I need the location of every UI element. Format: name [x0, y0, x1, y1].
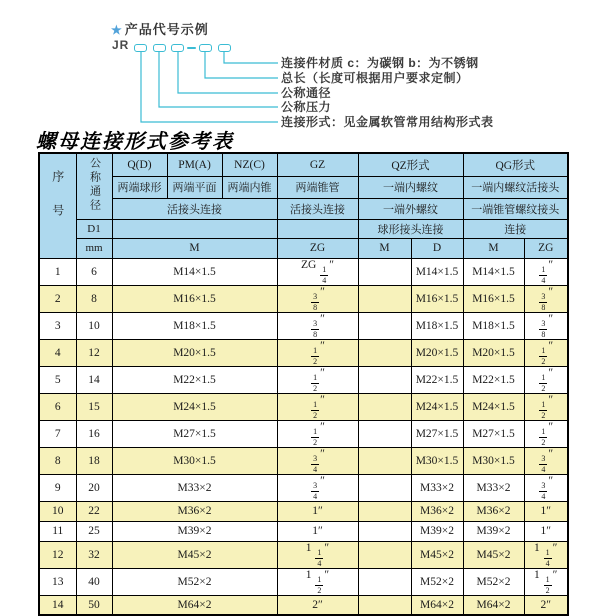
table-body: [39, 258, 568, 615]
header-q-desc: 两端球形: [112, 176, 167, 198]
cell-qg-m: M18×1.5: [463, 312, 524, 339]
header-d1: D1: [76, 219, 112, 238]
header-m-unit: M: [112, 238, 277, 258]
diagram-label-length: 总长（长度可根据用户要求定制）: [281, 71, 469, 85]
cell-qz-d: M52×2: [411, 568, 463, 595]
cell-qg-zg: $\frac{1}{2}$ ″: [524, 339, 568, 366]
code-box-5: [218, 44, 231, 52]
cell-seq: 7: [39, 420, 76, 447]
code-box-3: [171, 44, 184, 52]
cell-qg-zg: $\frac{3}{4}$ ″: [524, 474, 568, 501]
header-q-code: Q(D): [112, 153, 167, 176]
cell-qz-d: M18×1.5: [411, 312, 463, 339]
star-icon: ★: [111, 23, 123, 37]
cell-gz: $\frac{3}{8}$ ″: [277, 312, 358, 339]
cell-m: M39×2: [112, 521, 277, 541]
cell-qz-m: [358, 447, 411, 474]
code-dash-icon: [187, 47, 196, 49]
table-row: [39, 541, 568, 568]
code-box-4: [199, 44, 212, 52]
cell-qg-m: M14×1.5: [463, 258, 524, 285]
cell-dn: 32: [76, 541, 112, 568]
cell-qz-m: [358, 393, 411, 420]
table-row: [39, 501, 568, 521]
cell-seq: 8: [39, 447, 76, 474]
cell-m: M22×1.5: [112, 366, 277, 393]
cell-qz-d: M22×1.5: [411, 366, 463, 393]
diagram-label-connection: 连接形式：见金属软管常用结构形式表: [281, 115, 494, 129]
cell-dn: 12: [76, 339, 112, 366]
cell-seq: 4: [39, 339, 76, 366]
cell-qg-m: M39×2: [463, 521, 524, 541]
cell-gz: 1″: [277, 501, 358, 521]
table-row: [39, 366, 568, 393]
cell-m: M16×1.5: [112, 285, 277, 312]
cell-dn: 18: [76, 447, 112, 474]
cell-gz: ZG $\frac{1}{4}$ ″: [277, 258, 358, 285]
cell-qg-m: M24×1.5: [463, 393, 524, 420]
cell-dn: 10: [76, 312, 112, 339]
header-dn: 公称通径: [76, 153, 112, 219]
header-blank-qpmnz: [112, 219, 277, 238]
cell-qg-zg: $\frac{3}{8}$ ″: [524, 312, 568, 339]
table-row: [39, 568, 568, 595]
cell-gz: $\frac{3}{4}$ ″: [277, 447, 358, 474]
cell-qg-zg: $\frac{1}{4}$ ″: [524, 258, 568, 285]
header-union-conn: 活接头连接: [112, 198, 277, 219]
cell-m: M33×2: [112, 474, 277, 501]
cell-qg-m: M45×2: [463, 541, 524, 568]
cell-qz-d: M33×2: [411, 474, 463, 501]
header-nz-desc: 两端内锥: [222, 176, 277, 198]
cell-gz: $\frac{1}{2}$ ″: [277, 393, 358, 420]
diagram-label-material: 连接件材质 c：为碳钢 b：为不锈钢: [281, 56, 479, 70]
cell-qg-zg: $\frac{1}{2}$ ″: [524, 366, 568, 393]
cell-seq: 10: [39, 501, 76, 521]
header-qz-row2: 一端内螺纹: [358, 176, 463, 198]
diagram-heading: [111, 19, 209, 38]
header-qz-u1: M: [358, 238, 411, 258]
cell-m: M14×1.5: [112, 258, 277, 285]
cell-dn: 15: [76, 393, 112, 420]
header-pm-code: PM(A): [167, 153, 222, 176]
table-row: [39, 595, 568, 615]
cell-gz: 1 $\frac{1}{2}$ ″: [277, 568, 358, 595]
cell-qz-d: M39×2: [411, 521, 463, 541]
cell-qg-m: M27×1.5: [463, 420, 524, 447]
cell-dn: 40: [76, 568, 112, 595]
diagram-label-pressure: 公称压力: [281, 100, 332, 114]
cell-qg-m: M22×1.5: [463, 366, 524, 393]
table-row: [39, 521, 568, 541]
header-seq: 序号: [39, 153, 76, 258]
cell-qz-m: [358, 568, 411, 595]
code-box-1: [134, 44, 147, 52]
cell-qz-d: M30×1.5: [411, 447, 463, 474]
cell-dn: 16: [76, 420, 112, 447]
cell-dn: 50: [76, 595, 112, 615]
cell-qz-m: [358, 366, 411, 393]
cell-qz-m: [358, 285, 411, 312]
reference-table: [38, 152, 569, 616]
cell-gz: $\frac{1}{2}$ ″: [277, 339, 358, 366]
cell-dn: 20: [76, 474, 112, 501]
cell-m: M45×2: [112, 541, 277, 568]
cell-qg-m: M30×1.5: [463, 447, 524, 474]
cell-qg-zg: 1 $\frac{1}{4}$ ″: [524, 541, 568, 568]
table-row: [39, 258, 568, 285]
diagram-heading-text: 产品代号示例: [124, 22, 209, 37]
cell-qz-d: M45×2: [411, 541, 463, 568]
cell-qz-d: M20×1.5: [411, 339, 463, 366]
cell-seq: 3: [39, 312, 76, 339]
cell-dn: 8: [76, 285, 112, 312]
cell-m: M20×1.5: [112, 339, 277, 366]
header-qg-row4: 连接: [463, 219, 568, 238]
table-row: [39, 339, 568, 366]
cell-qz-d: M36×2: [411, 501, 463, 521]
table-row: [39, 447, 568, 474]
cell-qz-d: M16×1.5: [411, 285, 463, 312]
header-qg-u1: M: [463, 238, 524, 258]
cell-m: M36×2: [112, 501, 277, 521]
cell-gz: 2″: [277, 595, 358, 615]
cell-qz-m: [358, 312, 411, 339]
header-gz-conn: 活接头连接: [277, 198, 358, 219]
header-mm: mm: [76, 238, 112, 258]
header-qz-row3: 一端外螺纹: [358, 198, 463, 219]
header-gz-desc: 两端锥管: [277, 176, 358, 198]
cell-qg-zg: $\frac{3}{8}$ ″: [524, 285, 568, 312]
cell-qg-m: M52×2: [463, 568, 524, 595]
cell-m: M27×1.5: [112, 420, 277, 447]
header-qz-code: QZ形式: [358, 153, 463, 176]
cell-seq: 6: [39, 393, 76, 420]
cell-dn: 25: [76, 521, 112, 541]
cell-gz: 1″: [277, 521, 358, 541]
cell-seq: 1: [39, 258, 76, 285]
cell-qz-m: [358, 501, 411, 521]
header-pm-desc: 两端平面: [167, 176, 222, 198]
code-box-2: [153, 44, 166, 52]
cell-dn: 6: [76, 258, 112, 285]
cell-qg-zg: 1″: [524, 501, 568, 521]
table-row: [39, 312, 568, 339]
cell-m: M24×1.5: [112, 393, 277, 420]
cell-qz-m: [358, 258, 411, 285]
cell-qg-m: M36×2: [463, 501, 524, 521]
cell-gz: 1 $\frac{1}{4}$ ″: [277, 541, 358, 568]
cell-qg-zg: $\frac{1}{2}$ ″: [524, 420, 568, 447]
cell-seq: 13: [39, 568, 76, 595]
cell-gz: $\frac{1}{2}$ ″: [277, 366, 358, 393]
header-qz-u2: D: [411, 238, 463, 258]
table-title: 螺母连接形式参考表: [36, 131, 234, 153]
cell-qz-d: M24×1.5: [411, 393, 463, 420]
header-qg-code: QG形式: [463, 153, 568, 176]
code-prefix: JR: [112, 38, 130, 52]
cell-qz-d: M27×1.5: [411, 420, 463, 447]
header-qg-row2: 一端内螺纹活接头: [463, 176, 568, 198]
cell-dn: 14: [76, 366, 112, 393]
cell-qg-zg: 1″: [524, 521, 568, 541]
diagram-label-diameter: 公称通径: [281, 86, 332, 100]
cell-seq: 12: [39, 541, 76, 568]
cell-gz: $\frac{3}{8}$ ″: [277, 285, 358, 312]
table-row: [39, 285, 568, 312]
cell-qz-m: [358, 420, 411, 447]
cell-qg-m: M16×1.5: [463, 285, 524, 312]
header-gz-unit: ZG: [277, 238, 358, 258]
cell-gz: $\frac{3}{4}$ ″: [277, 474, 358, 501]
cell-m: M30×1.5: [112, 447, 277, 474]
cell-qz-m: [358, 595, 411, 615]
cell-dn: 22: [76, 501, 112, 521]
cell-qg-zg: $\frac{3}{4}$ ″: [524, 447, 568, 474]
cell-seq: 5: [39, 366, 76, 393]
cell-qz-m: [358, 521, 411, 541]
cell-seq: 9: [39, 474, 76, 501]
cell-qg-zg: 2″: [524, 595, 568, 615]
cell-qz-m: [358, 541, 411, 568]
cell-qg-m: M33×2: [463, 474, 524, 501]
cell-seq: 14: [39, 595, 76, 615]
header-qg-row3: 一端锥管螺纹接头: [463, 198, 568, 219]
cell-qg-m: M20×1.5: [463, 339, 524, 366]
cell-m: M18×1.5: [112, 312, 277, 339]
cell-m: M64×2: [112, 595, 277, 615]
cell-seq: 11: [39, 521, 76, 541]
cell-qz-d: M14×1.5: [411, 258, 463, 285]
header-qg-u2: ZG: [524, 238, 568, 258]
cell-qz-d: M64×2: [411, 595, 463, 615]
header-nz-code: NZ(C): [222, 153, 277, 176]
table-row: [39, 393, 568, 420]
cell-qg-zg: $\frac{1}{2}$ ″: [524, 393, 568, 420]
header-gz-code: GZ: [277, 153, 358, 176]
table-row: [39, 420, 568, 447]
cell-qz-m: [358, 474, 411, 501]
cell-gz: $\frac{1}{2}$ ″: [277, 420, 358, 447]
cell-qg-zg: 1 $\frac{1}{2}$ ″: [524, 568, 568, 595]
cell-qg-m: M64×2: [463, 595, 524, 615]
cell-m: M52×2: [112, 568, 277, 595]
header-blank-gz: [277, 219, 358, 238]
cell-seq: 2: [39, 285, 76, 312]
header-qz-row4: 球形接头连接: [358, 219, 463, 238]
cell-qz-m: [358, 339, 411, 366]
table-row: [39, 474, 568, 501]
